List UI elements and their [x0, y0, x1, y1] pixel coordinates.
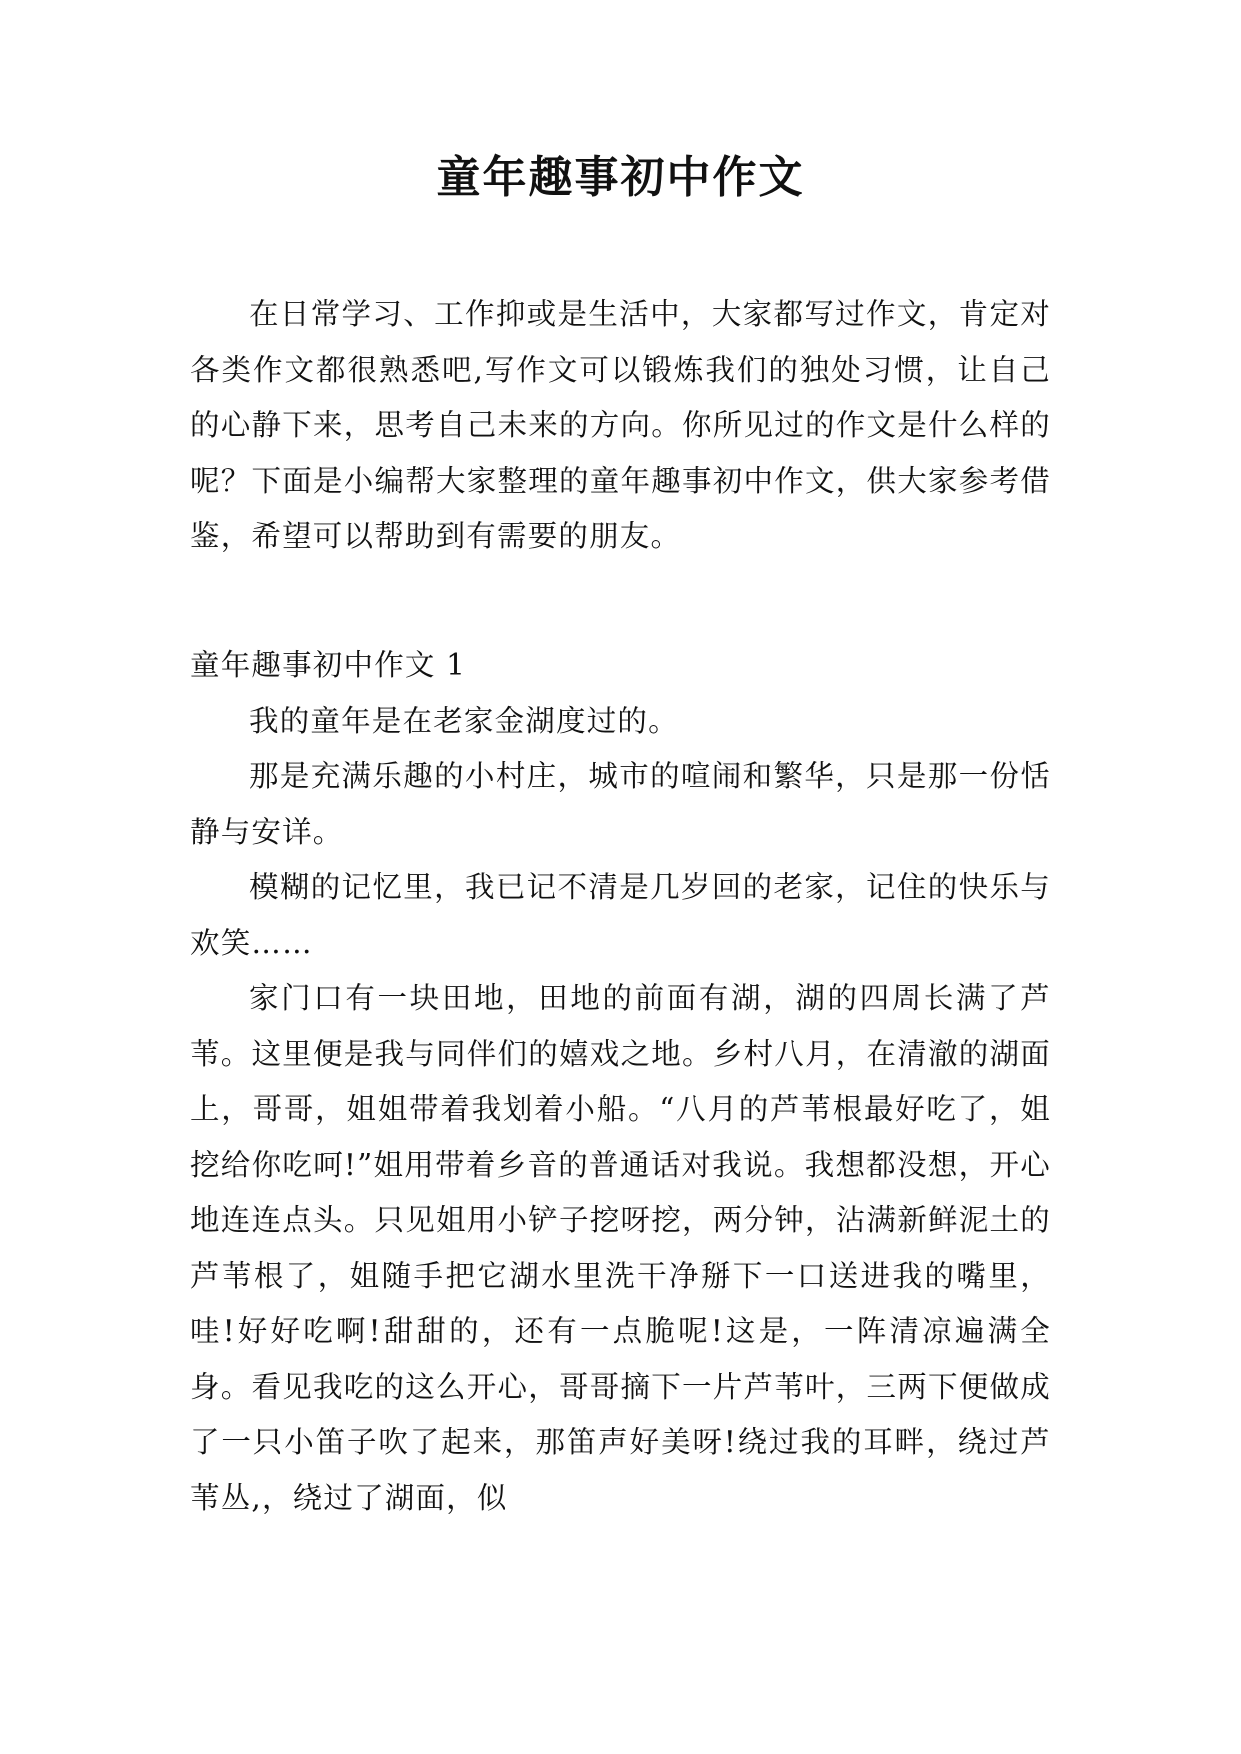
document-title: 童年趣事初中作文 [436, 152, 805, 203]
intro-block [190, 287, 1051, 565]
essay-paragraph-2: 那是充满乐趣的小村庄，城市的喧闹和繁华，只是那一份恬静与安详。 [190, 759, 1051, 849]
section-heading: 童年趣事初中作文 1 [190, 648, 467, 682]
essay-section [190, 638, 1051, 1526]
intro-paragraph: 在日常学习、工作抑或是生活中，大家都写过作文，肯定对各类作文都很熟悉吧,写作文可以锻炼我们的独处习惯，让自己的心静下来，思考自己未来的方向。你所见过的作文是什么样的呢？下面是小编帮大家整理的童年趣事初中作文，供大家参考借鉴，希望可以帮助到有需要的朋友。 [190, 297, 1051, 553]
essay-paragraph-4: 家门口有一块田地，田地的前面有湖，湖的四周长满了芦苇。这里便是我与同伴们的嬉戏之地。乡村八月，在清澈的湖面上，哥哥，姐姐带着我划着小船。“八月的芦苇根最好吃了，姐挖给你吃呵!”姐用带着乡音的普通话对我说。我想都没想，开心地连连点头。只见姐用小铲子挖呀挖，两分钟，沾满新鲜泥土的芦苇根了，姐随手把它湖水里洗干净掰下一口送进我的嘴里，哇!好好吃啊!甜甜的，还有一点脆呢!这是，一阵清凉遍满全身。看见我吃的这么开心，哥哥摘下一片芦苇叶，三两下便做成了一只小笛子吹了起来，那笛声好美呀!绕过我的耳畔，绕过芦苇丛,，绕过了湖面，似 [190, 981, 1051, 1515]
essay-paragraph-1: 我的童年是在老家金湖度过的。 [249, 703, 679, 738]
essay-paragraph-3: 模糊的记忆里，我已记不清是几岁回的老家，记住的快乐与欢笑…… [190, 870, 1051, 960]
